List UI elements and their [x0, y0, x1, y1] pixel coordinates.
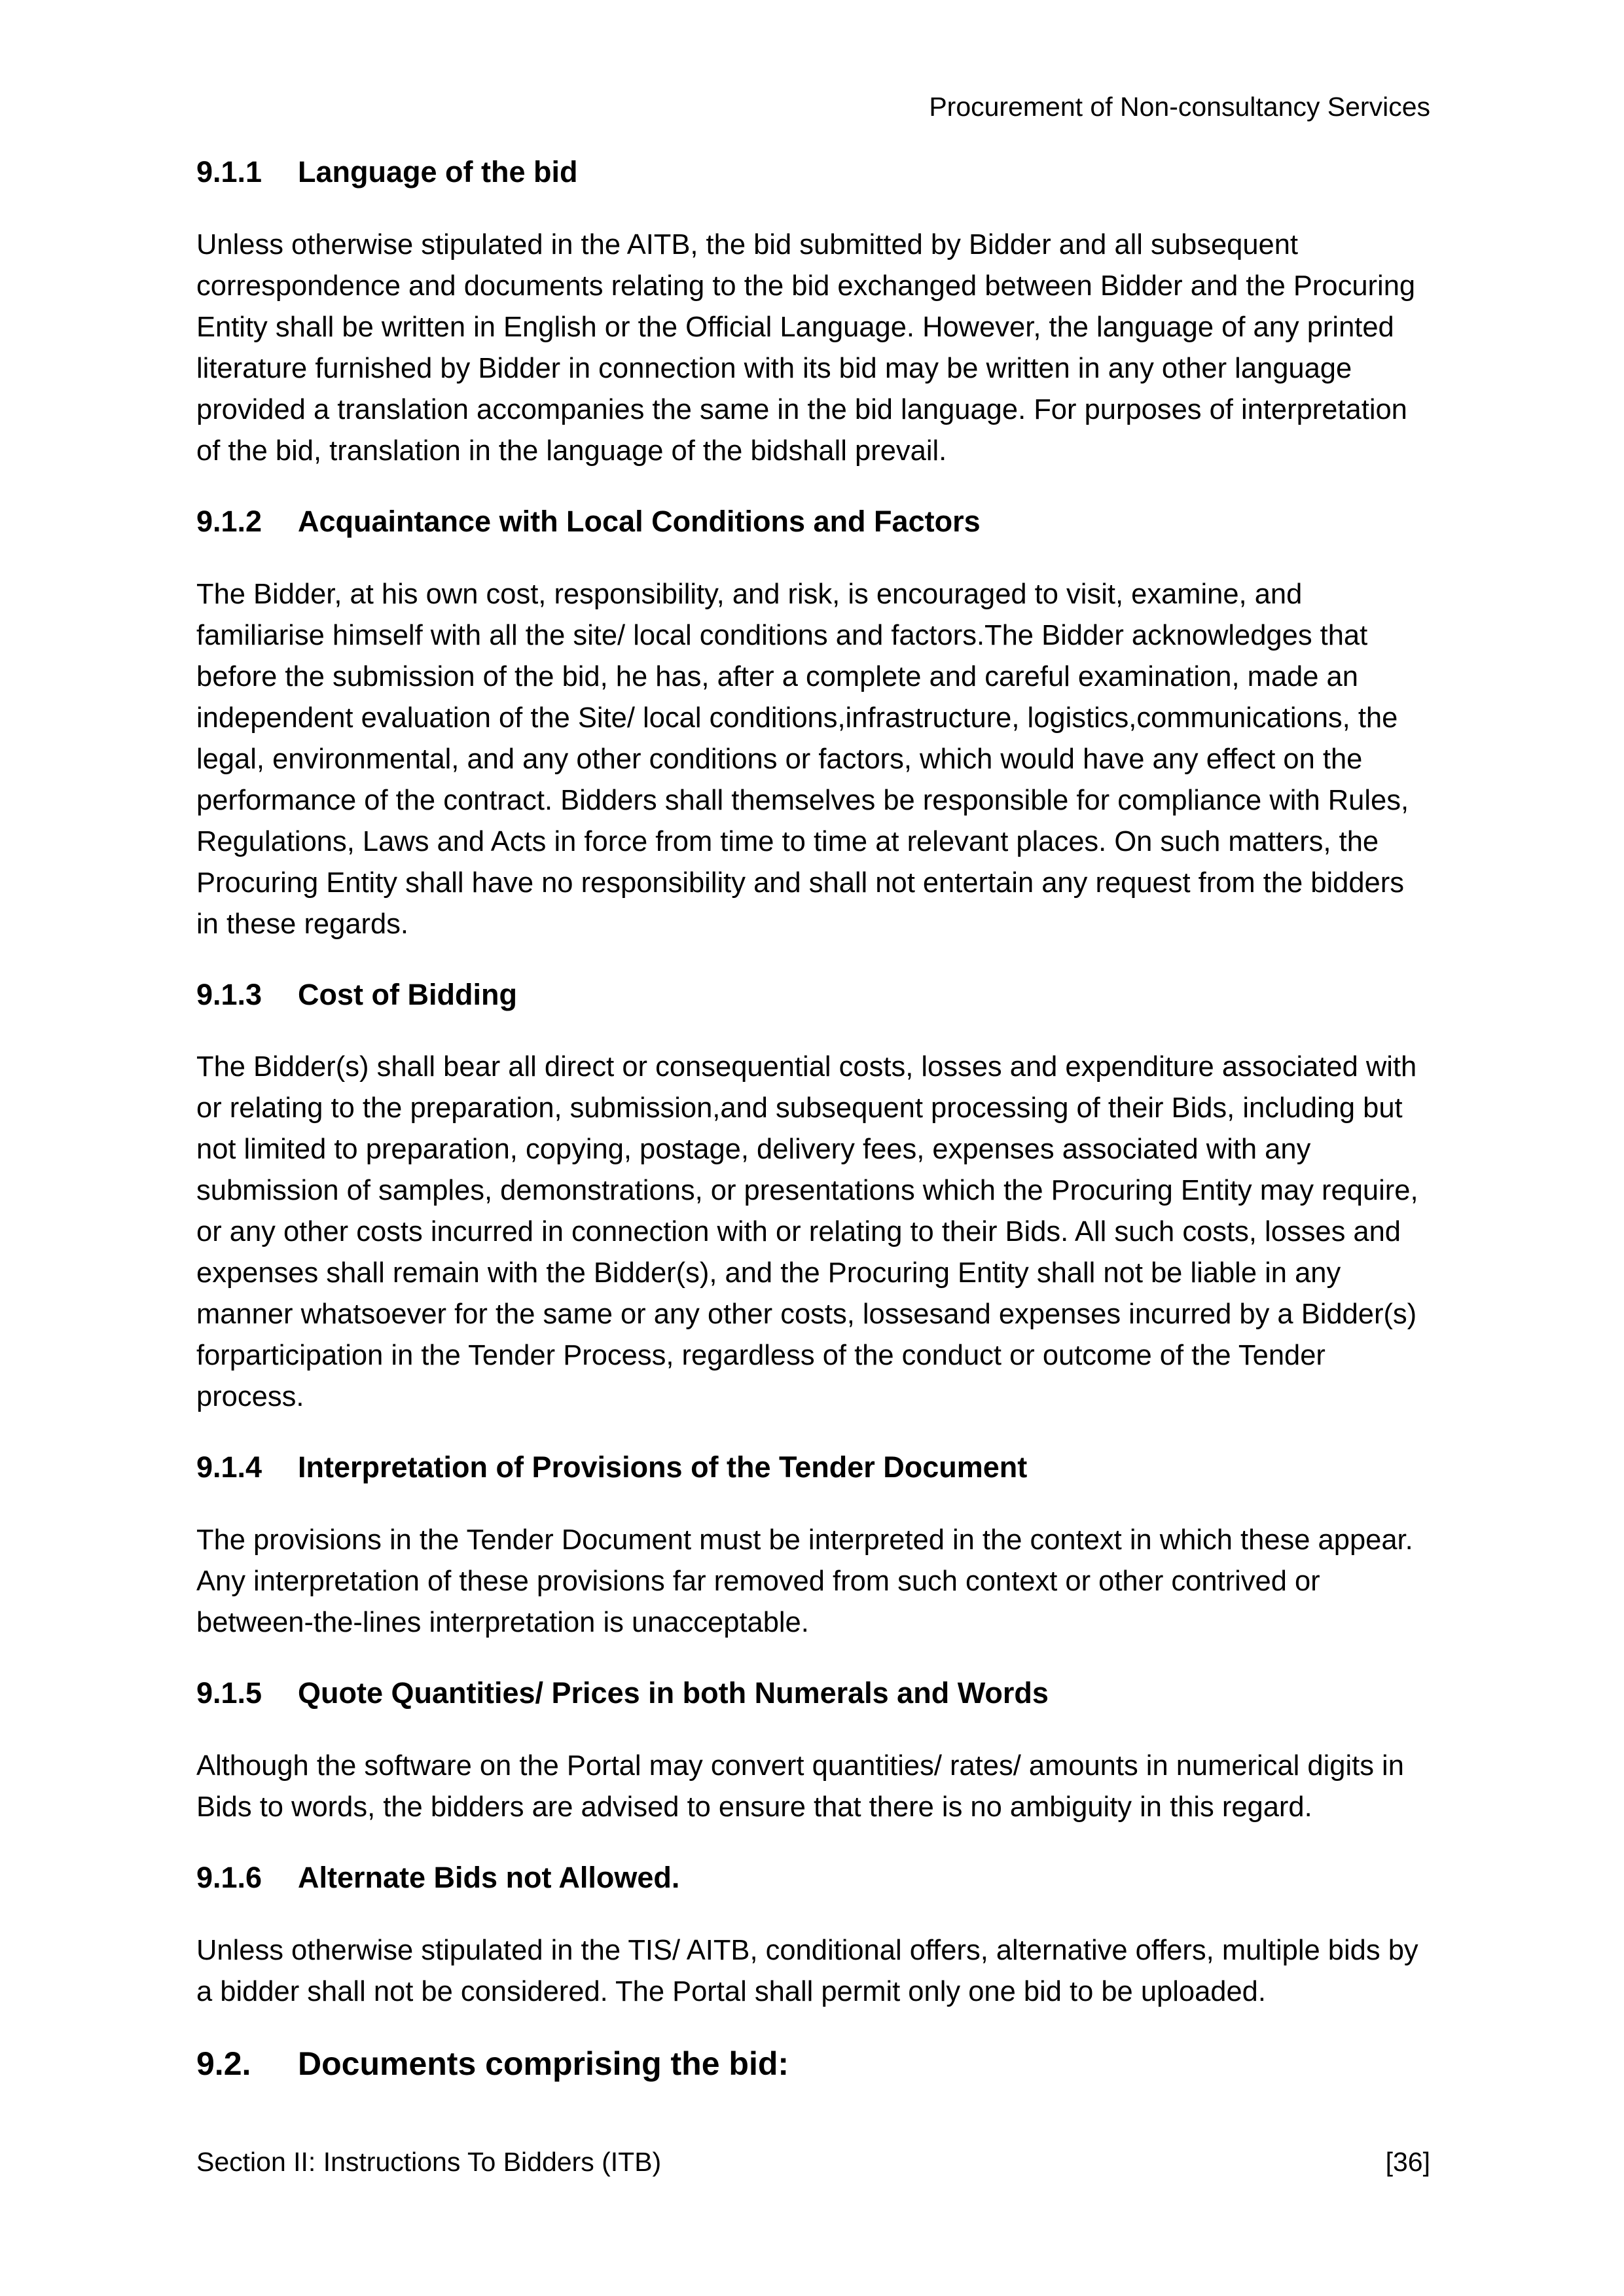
section-heading: [196, 505, 1430, 539]
section-number: 9.1.1: [196, 155, 262, 189]
section-alternate-bids-not-allowed: [196, 1861, 1430, 2013]
section-title: Interpretation of Provisions of the Tender Document: [298, 1450, 1028, 1484]
section-number: 9.1.2: [196, 504, 262, 538]
section-title: Alternate Bids not Allowed.: [298, 1860, 680, 1894]
section-heading: [196, 1861, 1430, 1895]
section-paragraph: Unless otherwise stipulated in the TIS/ AITB, conditional offers, alternative offers, multiple bids by a bidder shall not be considered. The Portal shall permit only one bid to be uploaded.: [196, 1934, 1418, 2007]
section-title: Cost of Bidding: [298, 977, 517, 1011]
section-paragraph: The Bidder, at his own cost, responsibility, and risk, is encouraged to visit, examine, and familiarise himself with all the site/ local conditions and factors.The Bidder acknowledges that before the submission of the bid, he has, after a complete and careful examination, made an independent evaluation of the Site/ local conditions,infrastructure, logistics,communications, the legal, environmental, and any other conditions or factors, which would have any effect on the performance of the contract. Bidders shall themselves be responsible for compliance with Rules, Regulations, Laws and Acts in force from time to time at relevant places. On such matters, the Procuring Entity shall have no responsibility and shall not entertain any request from the bidders in these regards.: [196, 578, 1409, 940]
page-number: [36]: [1385, 2147, 1430, 2177]
section-paragraph: Unless otherwise stipulated in the AITB, the bid submitted by Bidder and all subsequent correspondence and documents relating to the bid exchanged between Bidder and the Procuring Entity shall be written in English or the Official Language. However, the language of any printed literature furnished by Bidder in connection with its bid may be written in any other language provided a translation accompanies the same in the bid language. For purposes of interpretation of the bid, translation in the language of the bidshall prevail.: [196, 228, 1416, 467]
footer-section-label: Section II: Instructions To Bidders (ITB): [196, 2147, 662, 2177]
section-acquaintance-local-conditions: [196, 505, 1430, 945]
section-paragraph: Although the software on the Portal may convert quantities/ rates/ amounts in numerical digits in Bids to words, the bidders are advised to ensure that there is no ambiguity in this regard.: [196, 1749, 1404, 1823]
section-quote-quantities-prices: [196, 1676, 1430, 1828]
section-language-of-the-bid: [196, 155, 1430, 472]
section-title: Documents comprising the bid:: [298, 2045, 789, 2082]
page-footer: [196, 2147, 1430, 2178]
section-number: 9.1.4: [196, 1450, 262, 1484]
section-cost-of-bidding: [196, 978, 1430, 1418]
running-header: Procurement of Non-consultancy Services: [929, 92, 1430, 122]
section-heading: [196, 978, 1430, 1012]
section-title: Acquaintance with Local Conditions and Factors: [298, 504, 981, 538]
section-heading: [196, 1450, 1430, 1484]
section-paragraph: The provisions in the Tender Document must be interpreted in the context in which these appear. Any interpretation of these provisions far removed from such context or other contrived or between-the-lines interpretation is unacceptable.: [196, 1524, 1413, 1639]
section-number: 9.1.3: [196, 977, 262, 1011]
section-title: Quote Quantities/ Prices in both Numerals and Words: [298, 1676, 1049, 1710]
section-heading: [196, 155, 1430, 189]
section-paragraph: The Bidder(s) shall bear all direct or consequential costs, losses and expenditure associated with or relating to the preparation, submission,and subsequent processing of their Bids, including but not limited to preparation, copying, postage, delivery fees, expenses associated with any submission of samples, demonstrations, or presentations which the Procuring Entity may require, or any other costs incurred in connection with or relating to their Bids. All such costs, losses and expenses shall remain with the Bidder(s), and the Procuring Entity shall not be liable in any manner whatsoever for the same or any other costs, lossesand expenses incurred by a Bidder(s) forparticipation in the Tender Process, regardless of the conduct or outcome of the Tender process.: [196, 1051, 1418, 1413]
section-number: 9.2.: [196, 2045, 251, 2082]
section-heading: [196, 2045, 1430, 2083]
section-number: 9.1.5: [196, 1676, 262, 1710]
section-documents-comprising-the-bid: [196, 2045, 1430, 2083]
section-number: 9.1.6: [196, 1860, 262, 1894]
section-interpretation-of-provisions: [196, 1450, 1430, 1643]
section-title: Language of the bid: [298, 155, 578, 189]
section-heading: [196, 1676, 1430, 1710]
